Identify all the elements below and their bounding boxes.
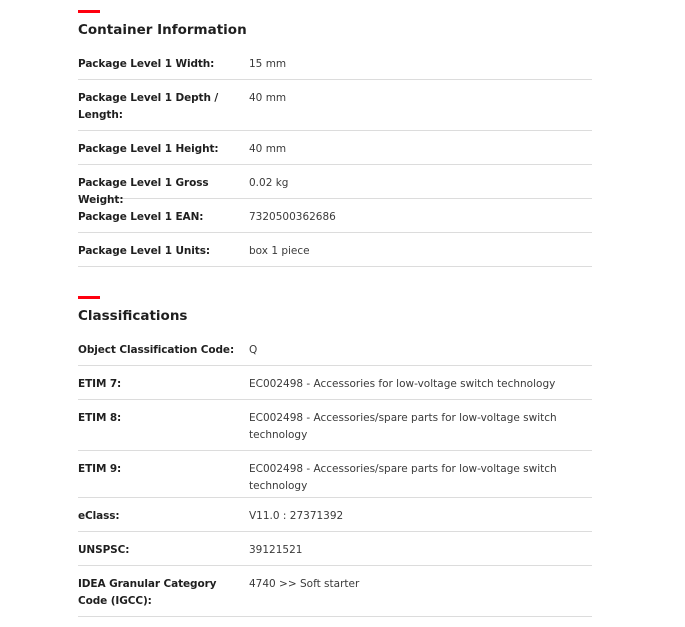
row-label: Object Classification Code:: [78, 344, 235, 356]
row-label: ETIM 9:: [78, 463, 122, 475]
row-value: 4740 >> Soft starter: [249, 578, 360, 590]
section-title: Classifications: [78, 308, 188, 324]
row-label: IDEA Granular Category Code (IGCC):: [78, 578, 217, 607]
row-value: 40 mm: [249, 143, 287, 155]
table-row: [78, 498, 592, 532]
section-title: Container Information: [78, 22, 247, 38]
row-value: 7320500362686: [249, 211, 336, 223]
table-row: [78, 199, 592, 233]
table-row: [78, 366, 592, 400]
row-label: UNSPSC:: [78, 544, 130, 556]
section-accent-bar: [78, 10, 100, 13]
row-label: ETIM 8:: [78, 412, 122, 424]
row-value: V11.0 : 27371392: [249, 510, 344, 522]
table-row: [78, 400, 592, 451]
row-label: Package Level 1 Units:: [78, 245, 210, 257]
row-label: Package Level 1 Height:: [78, 143, 219, 155]
table-row: [78, 80, 592, 131]
section-accent-bar: [78, 296, 100, 299]
container-information-section: [78, 10, 592, 267]
row-value: 0.02 kg: [249, 177, 289, 189]
row-value: box 1 piece: [249, 245, 310, 257]
table-row: [78, 165, 592, 206]
row-label: Package Level 1 Depth / Length:: [78, 92, 219, 121]
row-value: Q: [249, 344, 258, 356]
classifications-section: [78, 296, 592, 617]
table-row: [78, 451, 592, 498]
table-row: [78, 566, 592, 617]
row-value: EC002498 - Accessories/spare parts for low-voltage switch technology: [249, 412, 557, 441]
row-label: eClass:: [78, 510, 120, 522]
row-value: 15 mm: [249, 58, 287, 70]
row-value: 39121521: [249, 544, 303, 556]
table-row: [78, 332, 592, 366]
container-information-table: [78, 46, 592, 267]
table-row: [78, 233, 592, 267]
row-value: EC002498 - Accessories/spare parts for low-voltage switch technology: [249, 463, 557, 492]
table-row: [78, 46, 592, 80]
row-label: Package Level 1 Width:: [78, 58, 215, 70]
table-row: [78, 131, 592, 165]
row-label: Package Level 1 EAN:: [78, 211, 204, 223]
classifications-table: [78, 332, 592, 617]
row-value: 40 mm: [249, 92, 287, 104]
row-value: EC002498 - Accessories for low-voltage switch technology: [249, 378, 556, 390]
row-label: ETIM 7:: [78, 378, 122, 390]
table-row: [78, 532, 592, 566]
row-label: Package Level 1 Gross Weight:: [78, 177, 209, 206]
